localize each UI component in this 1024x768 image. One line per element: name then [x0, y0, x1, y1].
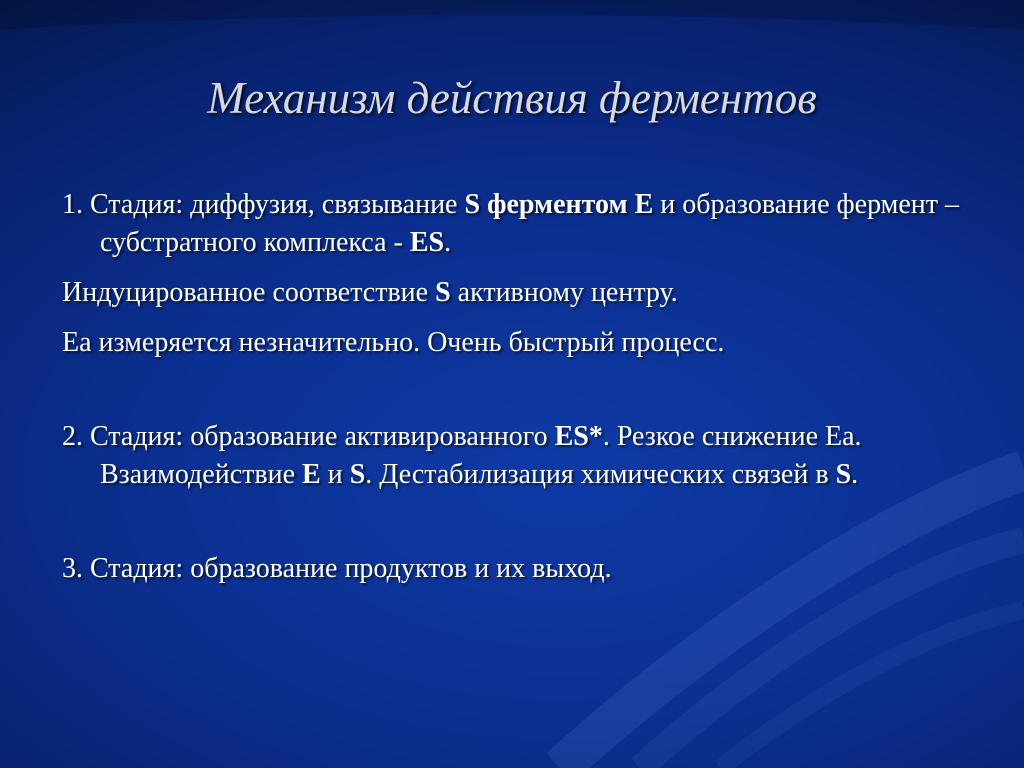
stage-2-text-c: и: [320, 459, 350, 490]
stage-2-text-b: . Резкое снижение Ea. Взаимодействие: [100, 421, 862, 490]
stage-1-text-b: и образование фермент – субстратного комплекса -: [100, 189, 960, 258]
stage-2-bold-b: E: [302, 459, 321, 490]
induced-fit-paragraph: [62, 274, 962, 312]
stage-3-paragraph: 3. Стадия: образование продуктов и их выход.: [62, 553, 612, 584]
stage-1-bold-b: ES: [409, 227, 445, 258]
stage-2-text-a: 2. Стадия: образование активированного: [62, 421, 555, 452]
stage-2-text-d: . Дестабилизация химических связей в: [365, 459, 836, 490]
stage-2-bold-d: S: [835, 459, 852, 490]
slide-body: [62, 186, 962, 588]
stage-1-paragraph: [62, 186, 962, 262]
induced-text-a: Индуцированное соответствие: [62, 277, 436, 308]
slide-title: Механизм действия ферментов: [207, 73, 817, 123]
activation-energy-paragraph: Ea измеряется незначительно. Очень быстрый процесс.: [62, 327, 725, 358]
stage-2-text-e: .: [851, 459, 859, 490]
stage-2-bold-c: S: [349, 459, 366, 490]
stage-1-bold-a: S ферментом E: [464, 189, 654, 220]
induced-bold-a: S: [435, 277, 451, 308]
stage-2-bold-a: ES*: [554, 421, 603, 452]
induced-text-b: активному центру.: [450, 277, 678, 308]
stage-1-text-c: .: [444, 227, 452, 258]
stage-2-paragraph: [62, 418, 962, 494]
stage-1-text-a: 1. Стадия: диффузия, связывание: [62, 189, 465, 220]
